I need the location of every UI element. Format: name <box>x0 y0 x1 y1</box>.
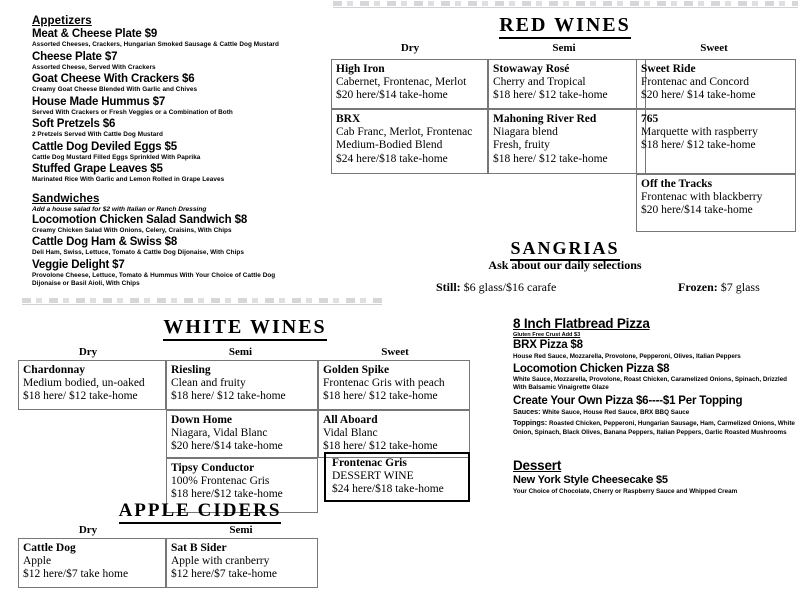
wine-desc: Marquette with raspberry <box>641 126 758 139</box>
pizza-sauces-list: White Sauce, House Red Sauce, BRX BBQ Sauce <box>540 409 690 417</box>
wine-name: Mahoning River Red <box>493 113 597 125</box>
menu-item-name: Cattle Dog Deviled Eggs $5 <box>32 140 177 153</box>
pizza-toppings <box>513 419 798 436</box>
menu-item-name: Cattle Dog Ham & Swiss $8 <box>32 236 178 248</box>
menu-item-desc: Cattle Dog Mustard Filled Eggs Sprinkled With Paprika <box>32 153 201 161</box>
menu-item-desc: Assorted Cheese, Served With Crackers <box>32 63 156 71</box>
red-wines-col-dry: Dry <box>400 42 420 54</box>
flatbread-heading: 8 Inch Flatbread Pizza <box>513 316 650 331</box>
wine-desc: Cabernet, Frontenac, Merlot <box>336 76 467 89</box>
red-wines-title-text: RED WINES <box>499 14 631 39</box>
wine-price: $24 here/$18 take-home <box>332 483 444 496</box>
red-wines-col-sweet: Sweet <box>700 42 728 54</box>
wine-name: Golden Spike <box>323 364 390 376</box>
appetizers-heading: Appetizers <box>32 15 92 27</box>
cider-cell <box>166 538 318 588</box>
cider-desc: Apple with cranberry <box>171 555 270 568</box>
wine-price: $20 here/$14 take-home <box>641 204 753 217</box>
wine-price: $18 here/ $12 take-home <box>493 152 608 165</box>
wine-desc: DESSERT WINE <box>332 470 414 483</box>
wine-cell <box>18 360 166 410</box>
pizza-desc: White Sauce, Mozzarella, Provolone, Roast Chicken, Caramelized Onions, Spinach, Drizzled With Balsamic Vinaigrette Glaze <box>513 376 787 392</box>
wine-cell <box>636 109 796 174</box>
wine-price: $18 here/ $12 take-home <box>493 89 608 102</box>
wine-desc: Niagara blend <box>493 126 558 139</box>
menu-item-name: Stuffed Grape Leaves $5 <box>32 163 163 175</box>
wine-price: $18 here/$12 take-home <box>171 488 283 501</box>
wine-cell <box>636 59 796 109</box>
wine-cell <box>166 360 318 410</box>
menu-item-desc: Served With Crackers or Fresh Veggies or a Combination of Both <box>32 108 233 116</box>
wine-desc: Frontenac Gris with peach <box>323 377 445 390</box>
pizza-toppings-label: Toppings: <box>513 418 548 428</box>
wine-cell <box>488 109 646 174</box>
wine-price: $20 here/$14 take-home <box>171 440 283 453</box>
menu-item-desc: Deli Ham, Swiss, Lettuce, Tomato & Cattle Dog Dijonaise, With Chips <box>32 249 244 256</box>
menu-item-name: House Made Hummus $7 <box>32 95 166 108</box>
wine-name: Frontenac Gris <box>332 457 407 469</box>
wine-price: $20 here/$14 take-home <box>336 89 448 102</box>
dessert-section <box>513 458 798 498</box>
wine-price: $20 here/ $14 take-home <box>641 89 756 102</box>
wine-price: $18 here/ $12 take-home <box>323 390 438 403</box>
wine-desc: Frontenac and Concord <box>641 76 749 89</box>
sandwiches-section <box>32 193 327 288</box>
dessert-heading: Dessert <box>513 458 562 473</box>
wine-cell <box>488 59 646 109</box>
wine-name: Tipsy Conductor <box>171 462 255 474</box>
cider-price: $12 here/$7 take-home <box>171 568 278 581</box>
wine-desc-2: Medium-Bodied Blend <box>336 139 443 152</box>
menu-item-name: Veggie Delight $7 <box>32 258 125 271</box>
pizza-desc: House Red Sauce, Mozzarella, Provolone, Pepperoni, Olives, Italian Peppers <box>513 352 741 360</box>
menu-item-name: Goat Cheese With Crackers $6 <box>32 73 195 85</box>
menu-item-name: Meat & Cheese Plate $9 <box>32 28 158 40</box>
wine-name: BRX <box>336 113 361 125</box>
wine-desc: Cherry and Tropical <box>493 76 586 89</box>
cider-cell <box>18 538 166 588</box>
wine-cell <box>166 410 318 458</box>
menu-item-desc: Creamy Chicken Salad With Onions, Celery, Craisins, With Chips <box>32 226 232 234</box>
ghost-underline-mid <box>22 304 382 305</box>
pizza-sauces-label: Sauces: <box>513 407 541 417</box>
menu-item-desc: Creamy Goat Cheese Blended With Garlic and Chives <box>32 86 198 93</box>
apple-ciders-title-text: APPLE CIDERS <box>119 500 282 524</box>
wine-price: $18 here/ $12 take-home <box>23 390 138 403</box>
wine-name: 765 <box>641 113 659 125</box>
flatbread-gluten-note: Gluten Free Crust Add $3 <box>513 332 581 338</box>
red-wines-title <box>330 14 800 37</box>
wine-price: $18 here/ $12 take-home <box>171 390 286 403</box>
wine-cell <box>318 360 470 410</box>
white-wines-col-sweet: Sweet <box>381 346 409 358</box>
sangria-still-label: Still: <box>436 280 461 294</box>
white-wines-title-text: WHITE WINES <box>163 316 326 341</box>
pizza-name: Create Your Own Pizza $6----$1 Per Topping <box>513 394 743 407</box>
wine-desc: 100% Frontenac Gris <box>171 475 270 488</box>
wine-name: Stowaway Rosé <box>493 63 570 75</box>
apple-ciders-col-dry: Dry <box>78 524 98 536</box>
dessert-desc: Your Choice of Chocolate, Cherry or Raspberry Sauce and Whipped Cream <box>513 487 738 495</box>
ghost-text-line-top <box>333 1 798 6</box>
menu-item-desc: Marinated Rice With Garlic and Lemon Rolled in Grape Leaves <box>32 176 225 183</box>
wine-price: $24 here/$18 take-home <box>336 152 448 165</box>
appetizers-section <box>32 15 327 184</box>
wine-cell <box>318 410 470 458</box>
wine-desc: Medium bodied, un-oaked <box>23 377 145 390</box>
cider-name: Cattle Dog <box>23 542 76 554</box>
sandwiches-heading: Sandwiches <box>32 192 100 205</box>
wine-desc-2: Fresh, fruity <box>493 139 550 152</box>
section-spacer <box>32 186 327 193</box>
flatbread-section <box>513 316 798 439</box>
pizza-toppings-list: Roasted Chicken, Pepperoni, Hungarian Sausage, Ham, Carmelized Onions, White Onion, Spinach, Black Olives, Banana Peppers, Italian Peppers, Garlic Roasted Mushrooms <box>513 420 795 436</box>
sangrias-subtitle: Ask about our daily selections <box>488 258 642 272</box>
pizza-name: BRX Pizza $8 <box>513 339 583 351</box>
pizza-name: Locomotion Chicken Pizza $8 <box>513 362 670 375</box>
ghost-underline-top <box>333 7 798 8</box>
wine-cell <box>331 59 488 109</box>
ghost-text-line-mid <box>22 298 382 303</box>
cider-name: Sat B Sider <box>171 542 227 554</box>
menu-item-name: Soft Pretzels $6 <box>32 118 116 130</box>
cider-desc: Apple <box>23 555 52 568</box>
sangria-frozen-label: Frozen: <box>678 280 718 294</box>
red-wines-col-semi: Semi <box>552 42 576 54</box>
wine-cell <box>636 174 796 232</box>
food-column <box>32 15 327 289</box>
wine-price: $18 here/ $12 take-home <box>323 440 438 453</box>
wine-name: Off the Tracks <box>641 178 713 190</box>
dessert-name: New York Style Cheesecake $5 <box>513 474 668 486</box>
wine-name: Down Home <box>171 414 233 426</box>
wine-name: Sweet Ride <box>641 63 696 75</box>
wine-name: All Aboard <box>323 414 378 426</box>
sangria-frozen-price: $7 glass <box>720 280 760 294</box>
cider-price: $12 here/$7 take home <box>23 568 129 581</box>
sangrias-title <box>330 238 800 259</box>
sandwiches-note: Add a house salad for $2 with Italian or Ranch Dressing <box>32 205 207 213</box>
menu-item-desc: Provolone Cheese, Lettuce, Tomato & Hummus With Your Choice of Cattle Dog Dijonaise or Basil Aioli, With Chips <box>32 271 276 287</box>
menu-item-name: Cheese Plate $7 <box>32 50 118 63</box>
wine-name: Riesling <box>171 364 211 376</box>
wine-desc: Clean and fruity <box>171 377 246 390</box>
wine-name: Chardonnay <box>23 364 85 376</box>
sangria-frozen <box>678 280 760 295</box>
wine-name: High Iron <box>336 63 385 75</box>
menu-item-desc: 2 Pretzels Served With Cattle Dog Mustard <box>32 131 163 138</box>
white-wines-title <box>0 316 490 339</box>
sangrias-title-text: SANGRIAS <box>510 238 619 261</box>
dessert-wine-cell <box>324 452 470 502</box>
pizza-sauces <box>513 408 798 417</box>
apple-ciders-title <box>0 500 400 522</box>
sangria-still <box>436 280 556 295</box>
menu-item-desc: Assorted Cheeses, Crackers, Hungarian Smoked Sausage & Cattle Dog Mustard <box>32 41 279 48</box>
wine-desc: Frontenac with blackberry <box>641 191 763 204</box>
wine-price: $18 here/ $12 take-home <box>641 139 756 152</box>
wine-cell <box>331 109 488 174</box>
menu-item-name: Locomotion Chicken Salad Sandwich $8 <box>32 213 248 226</box>
white-wines-col-semi: Semi <box>228 346 253 358</box>
wine-desc: Vidal Blanc <box>323 427 378 440</box>
wine-desc: Cab Franc, Merlot, Frontenac <box>336 126 473 139</box>
white-wines-col-dry: Dry <box>78 346 98 358</box>
apple-ciders-col-semi: Semi <box>229 524 253 536</box>
wine-desc: Niagara, Vidal Blanc <box>171 427 268 440</box>
sangria-still-price: $6 glass/$16 carafe <box>463 280 557 294</box>
